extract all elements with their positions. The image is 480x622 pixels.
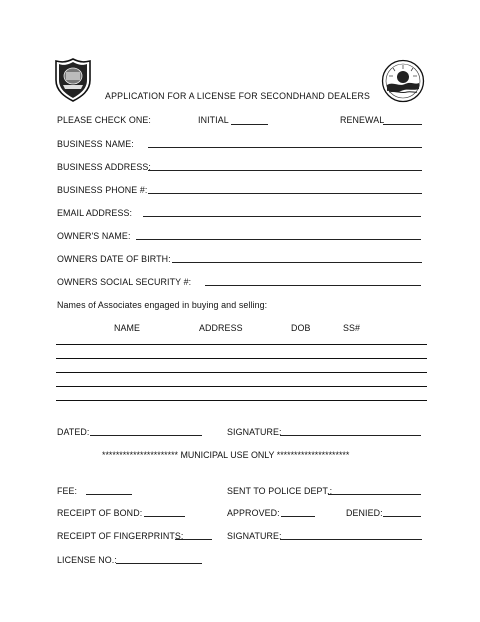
associates-col-address: ADDRESS	[199, 323, 243, 333]
owner-ssn-line[interactable]	[205, 285, 421, 286]
business-phone-line[interactable]	[148, 193, 422, 194]
approved-label: APPROVED:	[227, 508, 280, 518]
fee-label: FEE:	[57, 486, 78, 496]
associate-line[interactable]	[56, 386, 427, 387]
owner-name-line[interactable]	[136, 239, 421, 240]
email-line[interactable]	[143, 216, 421, 217]
denied-line[interactable]	[383, 516, 421, 517]
fee-line[interactable]	[86, 494, 132, 495]
associates-col-dob: DOB	[291, 323, 311, 333]
associates-col-name: NAME	[114, 323, 141, 333]
owner-dob-label: OWNERS DATE OF BIRTH:	[57, 254, 171, 264]
business-address-line[interactable]	[148, 170, 422, 171]
municipal-use-banner: ********************** MUNICIPAL USE ONLY *********************	[102, 450, 350, 460]
receipt-bond-label: RECEIPT OF BOND:	[57, 508, 143, 518]
dated-label: DATED:	[57, 427, 90, 437]
associates-col-ssn: SS#	[343, 323, 361, 333]
receipt-fingerprints-line[interactable]	[175, 539, 212, 540]
approved-line[interactable]	[281, 516, 315, 517]
municipal-signature-label: SIGNATURE:	[227, 531, 282, 541]
business-address-label: BUSINESS ADDRESS:	[57, 162, 151, 172]
business-name-label: BUSINESS NAME:	[57, 139, 134, 149]
email-label: EMAIL ADDRESS:	[57, 208, 133, 218]
denied-label: DENIED:	[346, 508, 383, 518]
initial-check-line[interactable]	[231, 124, 268, 125]
associates-heading: Names of Associates engaged in buying and selling:	[57, 300, 268, 310]
owner-dob-line[interactable]	[172, 262, 422, 263]
associate-line[interactable]	[56, 400, 427, 401]
business-name-line[interactable]	[148, 147, 422, 148]
municipal-seal-icon	[381, 59, 425, 103]
associate-line[interactable]	[56, 344, 427, 345]
license-no-label: LICENSE NO.:	[57, 555, 117, 565]
renewal-check-line[interactable]	[383, 124, 422, 125]
receipt-bond-line[interactable]	[144, 516, 185, 517]
police-badge-icon	[55, 58, 91, 102]
municipal-signature-line[interactable]	[280, 539, 422, 540]
sent-to-police-label: SENT TO POLICE DEPT.:	[227, 486, 333, 496]
business-phone-label: BUSINESS PHONE #:	[57, 185, 148, 195]
receipt-fingerprints-label: RECEIPT OF FINGERPRINTS:	[57, 531, 184, 541]
license-no-line[interactable]	[116, 563, 202, 564]
renewal-option-label: RENEWAL	[340, 115, 385, 125]
dated-line[interactable]	[90, 435, 202, 436]
signature-label: SIGNATURE:	[227, 427, 282, 437]
owner-name-label: OWNER'S NAME:	[57, 231, 131, 241]
owner-ssn-label: OWNERS SOCIAL SECURITY #:	[57, 277, 192, 287]
signature-line[interactable]	[280, 435, 421, 436]
check-one-label: PLEASE CHECK ONE:	[57, 115, 151, 125]
form-title: APPLICATION FOR A LICENSE FOR SECONDHAND DEALERS	[105, 91, 371, 101]
associate-line[interactable]	[56, 372, 427, 373]
sent-to-police-line[interactable]	[328, 494, 421, 495]
associate-line[interactable]	[56, 358, 427, 359]
initial-option-label: INITIAL	[198, 115, 229, 125]
